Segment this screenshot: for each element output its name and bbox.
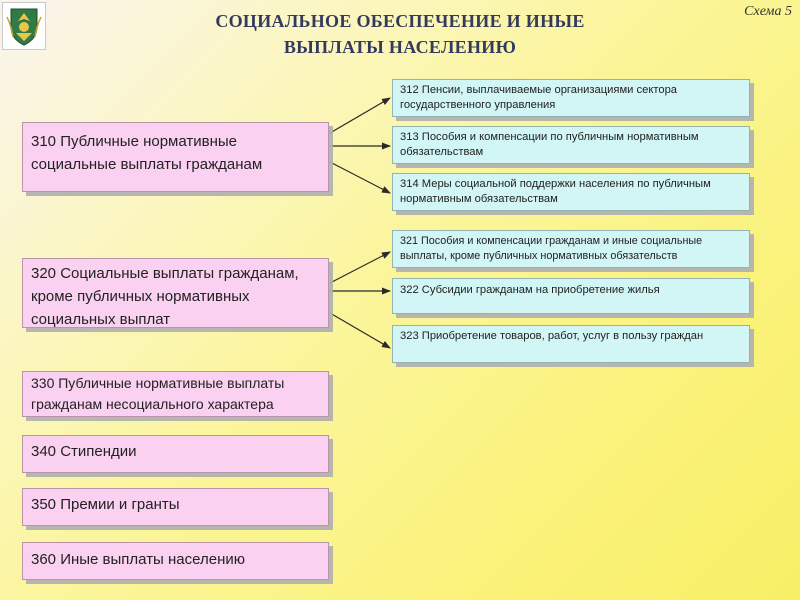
arrow-310-314 [330, 162, 390, 193]
category-330-box: 330 Публичные нормативные выплаты гражданам несоциального характера [22, 371, 329, 417]
category-360-box: 360 Иные выплаты населению [22, 542, 329, 580]
subcategory-314-box: 314 Меры социальной поддержки населения по публичным нормативным обязательствам [392, 173, 750, 211]
subcategory-313-box: 313 Пособия и компенсации по публичным нормативным обязательствам [392, 126, 750, 164]
arrow-320-321 [330, 252, 390, 283]
subcategory-323-box: 323 Приобретение товаров, работ, услуг в пользу граждан [392, 325, 750, 363]
arrow-310-312 [330, 98, 390, 133]
title-line-2: ВЫПЛАТЫ НАСЕЛЕНИЮ [283, 37, 517, 57]
subcategory-312-box: 312 Пенсии, выплачиваемые организациями сектора государственного управления [392, 79, 750, 117]
subcategory-322-box: 322 Субсидии гражданам на приобретение жилья [392, 278, 750, 314]
title-line-1: СОЦИАЛЬНОЕ ОБЕСПЕЧЕНИЕ И ИНЫЕ [215, 11, 585, 31]
subcategory-321-box: 321 Пособия и компенсации гражданам и иные социальные выплаты, кроме публичных нормативных обязательств [392, 230, 750, 268]
arrow-320-323 [330, 313, 390, 348]
category-340-box: 340 Стипендии [22, 435, 329, 473]
scheme-label: Схема 5 [744, 4, 792, 19]
category-350-box: 350 Премии и гранты [22, 488, 329, 526]
category-310-box: 310 Публичные нормативные социальные выплаты гражданам [22, 122, 329, 192]
category-320-box: 320 Социальные выплаты гражданам, кроме публичных нормативных социальных выплат [22, 258, 329, 328]
